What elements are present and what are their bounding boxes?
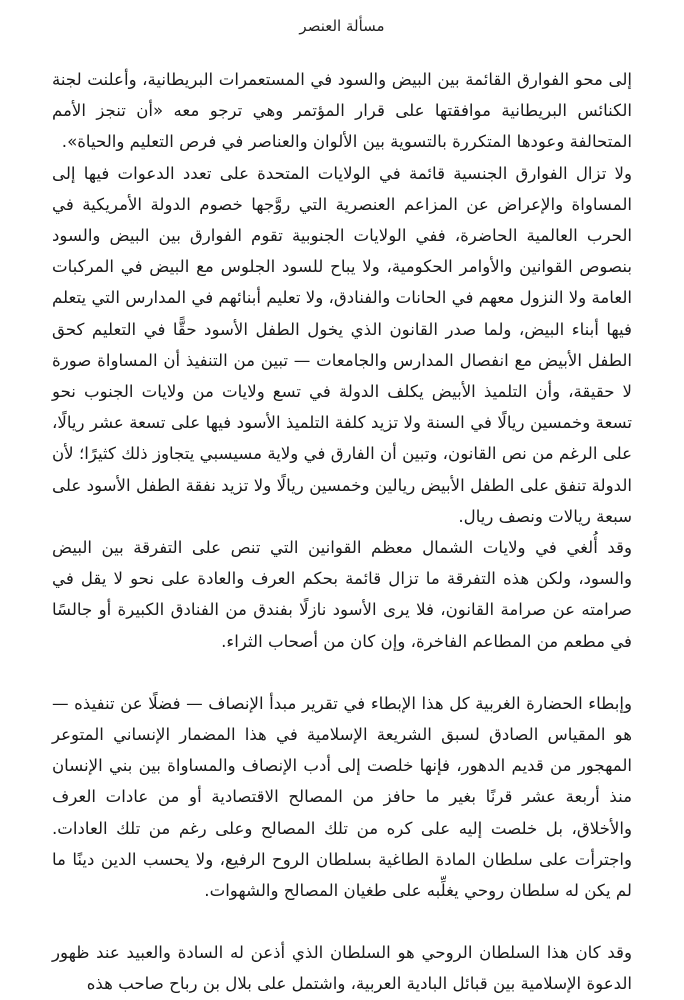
page-header-title: مسألة العنصر	[299, 17, 385, 35]
paragraph: وإبطاء الحضارة الغربية كل هذا الإبطاء في تقرير مبدأ الإنصاف — فضلًا عن تنفيذه — هو المقياس الصادق لسبق الشريعة الإسلامية في هذا المضمار الإنساني المتوعر المهجور من قديم الدهور، فإنها خلصت إلى أدب الإنصاف والمساواة بين بني الإنسان منذ أربعة عشر قرنًا بغير ما حافز من المصالح الاقتصادية أو من عادات العرف والأخلاق، بل خلصت إليه على كره من تلك المصالح وعلى رغم من تلك العادات. واجترأت على سلطان المادة الطاغية بسلطان الروح الرفيع، ولا يحسب الدين دينًا ما لم يكن له سلطان روحي يغلِّبه على طغيان المصالح والشهوات.	[52, 693, 632, 901]
document-body	[52, 64, 632, 1000]
paragraph: وقد كان هذا السلطان الروحي هو السلطان الذي أذعن له السادة والعبيد عند ظهور الدعوة الإسلامية بين قبائل البادية العربية، واشتمل على بلال بن رباح صاحب هذه	[52, 943, 632, 994]
paragraph: إلى محو الفوارق القائمة بين البيض والسود في المستعمرات البريطانية، وأعلنت لجنة الكنائس البريطانية موافقتها على قرار المؤتمر وهي ترجو معه «أن تنجز الأمم المتحالفة وعودها المتكررة بالتسوية بين الألوان والعناصر في فرص التعليم والحياة».	[52, 70, 632, 152]
paragraph: وقد أُلغي في ولايات الشمال معظم القوانين التي تنص على التفرقة بين البيض والسود، ولكن هذه التفرقة ما تزال قائمة بحكم العرف والعادة على نحو لا يقل في صرامته عن صرامة القانون، فلا يرى الأسود نازلًا بفندق من الفنادق الكبيرة أو جالسًا في مطعم من المطاعم الفاخرة، وإن كان من أصحاب الثراء.	[52, 538, 632, 651]
paragraph: ولا تزال الفوارق الجنسية قائمة في الولايات المتحدة على تعدد الدعوات فيها إلى المساواة والإعراض عن المزاعم العنصرية التي روَّجها خصوم الدولة الأمريكية في الحرب العالمية الحاضرة، ففي الولايات الجنوبية تقوم الفوارق بين البيض والسود بنصوص القوانين والأوامر الحكومية، ولا يباح للسود الجلوس مع البيض في المركبات العامة ولا النزول معهم في الحانات والفنادق، ولا تعليم أبنائهم في المدارس التي يتعلم فيها أبناء البيض، ولما صدر القانون الذي يخول الطفل الأسود حقًّا في التعليم كحق الطفل الأبيض مع انفصال المدارس والجامعات — تبين من التنفيذ أن المساواة صورة لا حقيقة، وأن التلميذ الأبيض يكلف الدولة في تسع ولايات من ولايات الجنوب نحو تسعة وخمسين ريالًا في السنة ولا تزيد كلفة التلميذ الأسود فيها على تسعة عشر ريالًا، على الرغم من نص القانون، وتبين أن الفارق في ولاية مسيسبي يتجاوز ذلك كثيرًا؛ لأن الدولة تنفق على الطفل الأبيض ريالين وخمسين ريالًا ولا تزيد نفقة الطفل الأسود على سبعة ريالات ونصف ريال.	[52, 163, 632, 526]
